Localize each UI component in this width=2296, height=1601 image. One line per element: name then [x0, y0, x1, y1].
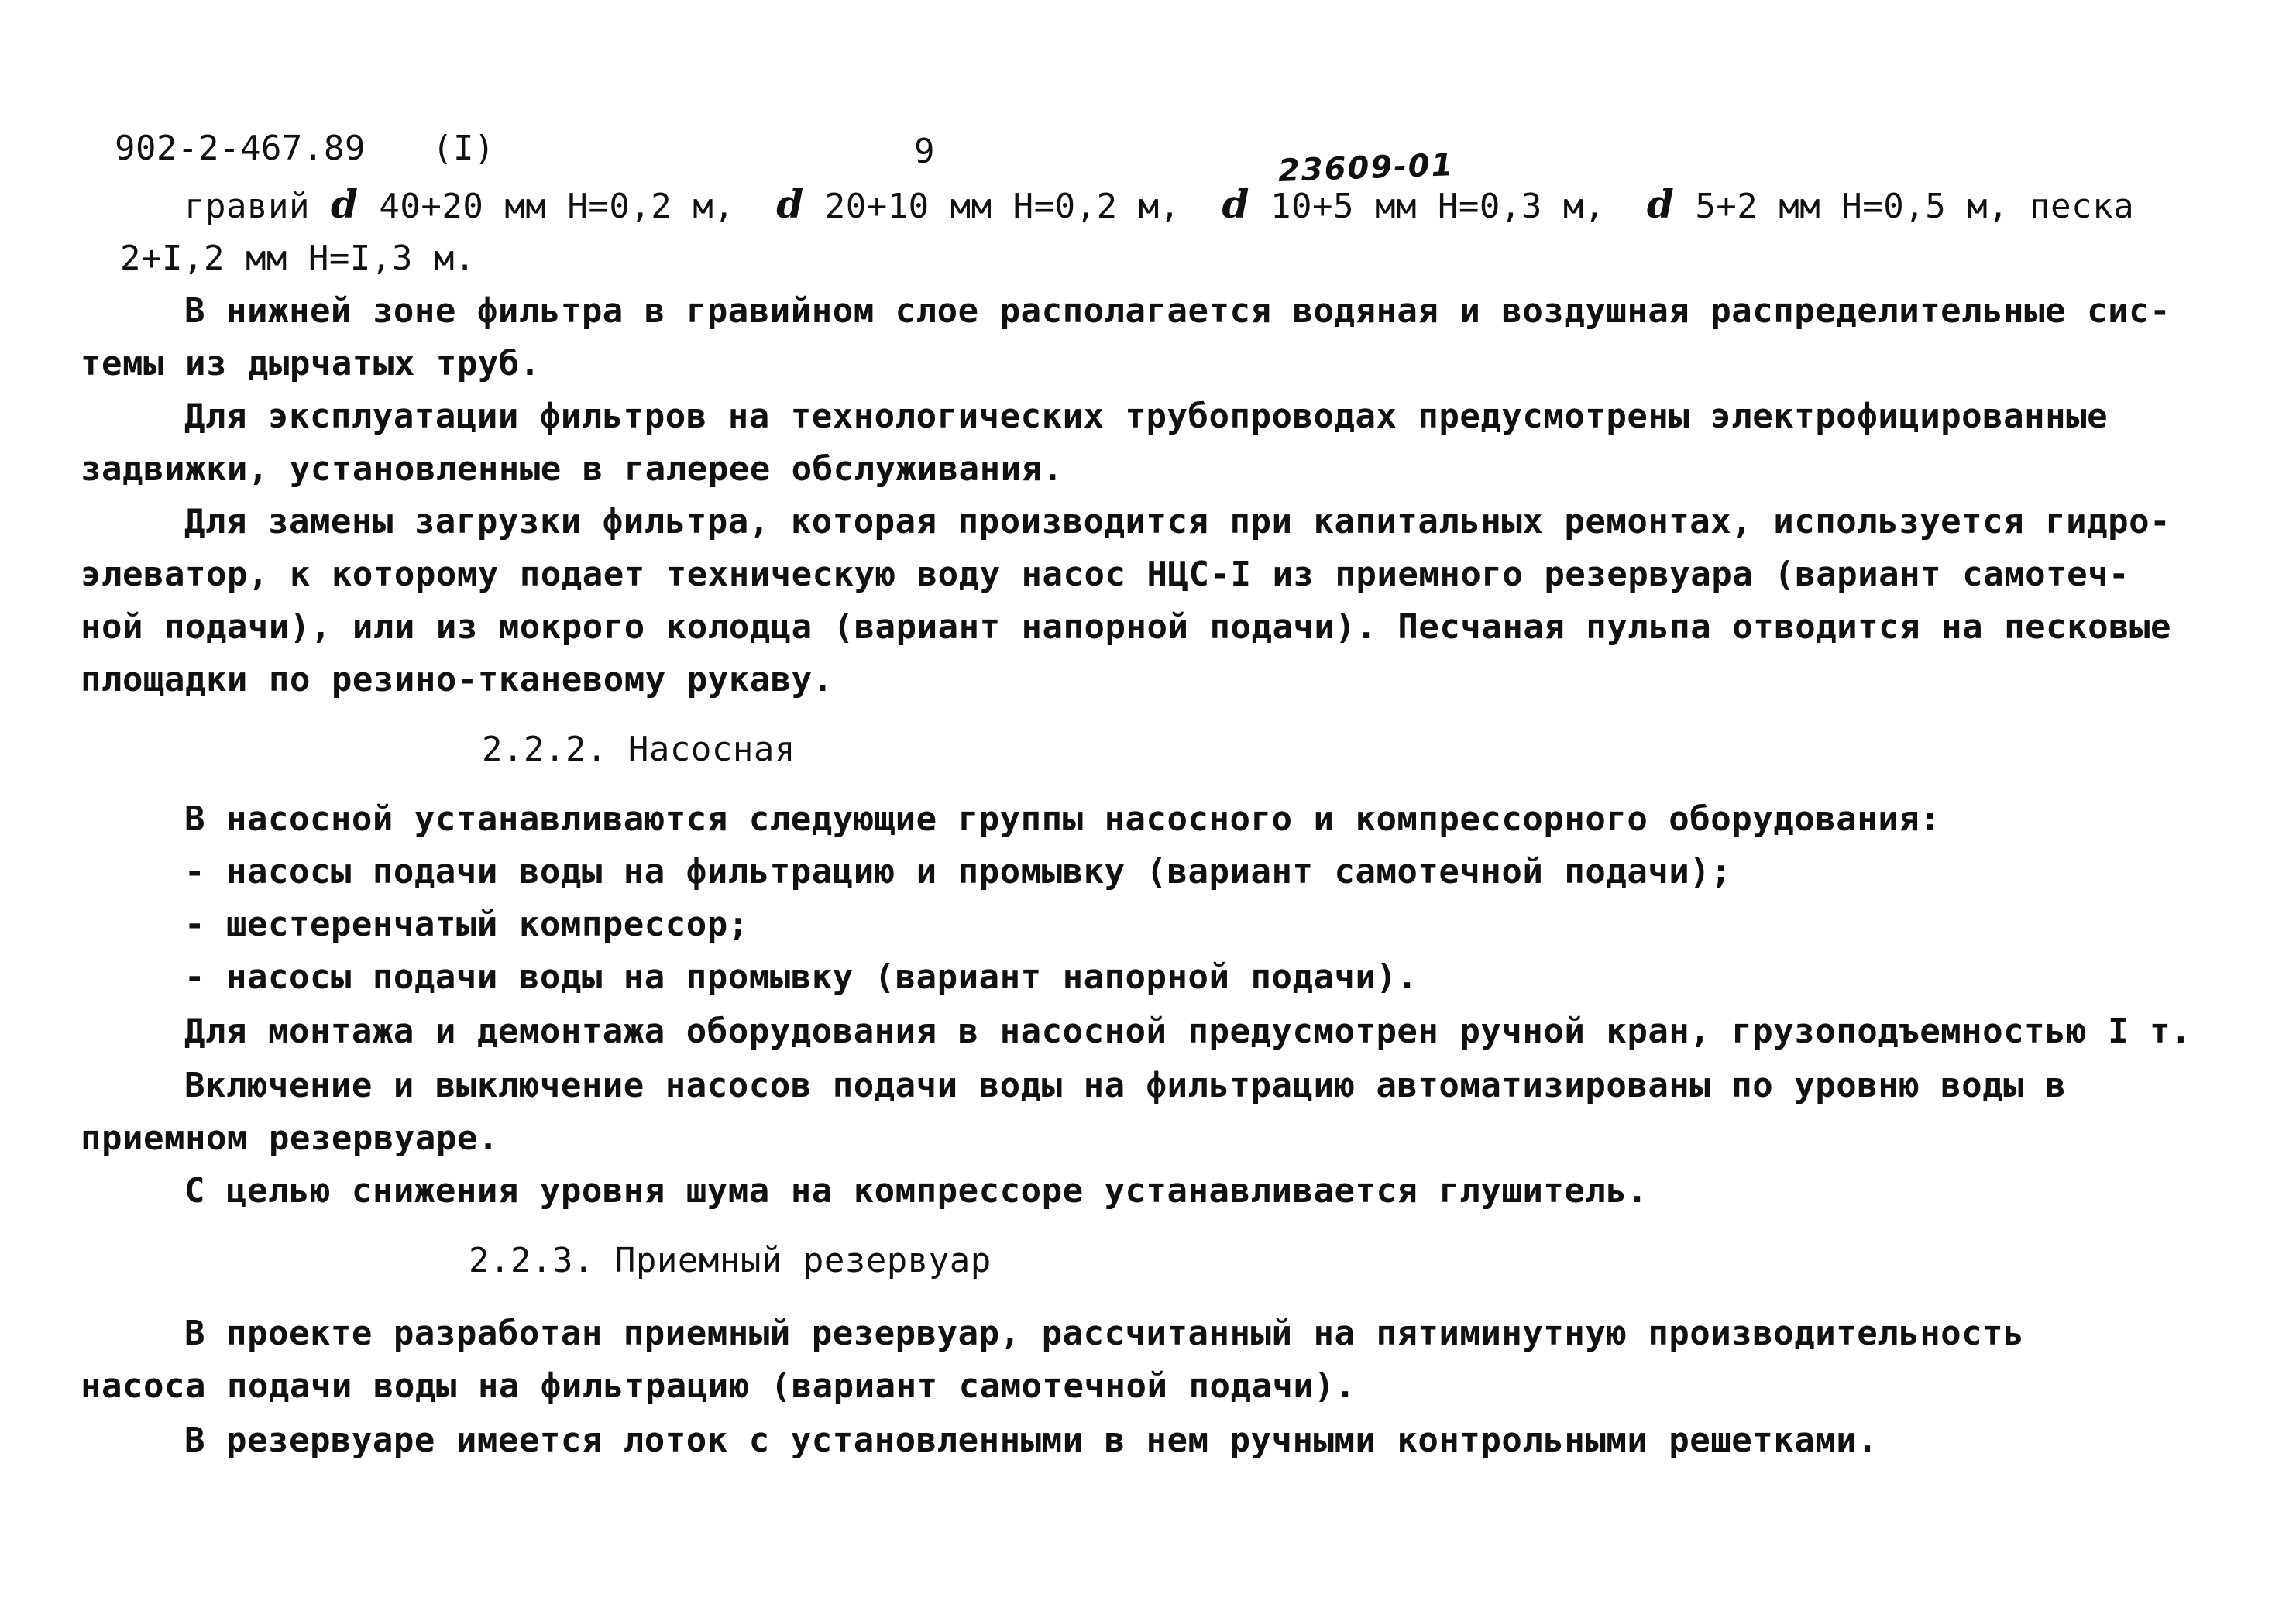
handwritten-code: 23609-01 — [1277, 147, 1456, 189]
section-222-line3: - шестеренчатый компрессор; — [184, 905, 749, 944]
gravel-layer-3: 10+5 мм H=0,3 м, — [1270, 187, 1605, 226]
section-222-line1: В насосной устанавливаются следующие группы насосного и компрессорного оборудования: — [184, 799, 1941, 839]
section-222-line6: Включение и выключение насосов подачи воды на фильтрацию автоматизированы по уровню воды в — [184, 1066, 2067, 1105]
para1-line1: В нижней зоне фильтра в гравийном слое располагается водяная и воздушная распределительные сис- — [184, 291, 2171, 331]
para3-line3: ной подачи), или из мокрого колодца (вариант напорной подачи). Песчаная пульпа отводится на песковые — [81, 607, 2172, 647]
para3-line4: площадки по резино-тканевому рукаву. — [81, 660, 834, 699]
doc-edition: (I) — [432, 129, 495, 168]
gravel-layer-4: 5+2 мм H=0,5 м, песка — [1695, 187, 2135, 226]
diameter-symbol-1: d — [330, 181, 359, 227]
section-222-line8: С целью снижения уровня шума на компрессоре устанавливается глушитель. — [184, 1171, 1648, 1211]
doc-code: 902-2-467.89 — [115, 129, 366, 168]
section-222-line4: - насосы подачи воды на промывку (вариант напорной подачи). — [184, 957, 1418, 997]
section-223-line2: насоса подачи воды на фильтрацию (вариант самотечной подачи). — [81, 1366, 1356, 1406]
diameter-symbol-3: d — [1222, 181, 1250, 227]
diameter-symbol-4: d — [1646, 181, 1675, 227]
section-222-title: 2.2.2. Насосная — [482, 730, 796, 769]
gravel-line — [184, 183, 2134, 228]
section-222-line7: приемном резервуаре. — [81, 1118, 499, 1158]
section-223-line3: В резервуаре имеется лоток с установленными в нем ручными контрольными решетками. — [184, 1421, 1878, 1460]
para2-line2: задвижки, установленные в галерее обслуживания. — [81, 449, 1064, 489]
diameter-symbol-2: d — [776, 181, 804, 227]
gravel-intro: гравий — [184, 187, 310, 226]
section-222-line2: - насосы подачи воды на фильтрацию и промывку (вариант самотечной подачи); — [184, 852, 1732, 892]
para3-line2: элеватор, к которому подает техническую воду насос НЦС-I из приемного резервуара (вариант самотеч- — [81, 555, 2130, 594]
gravel-line-cont: 2+I,2 мм H=I,3 м. — [120, 239, 476, 278]
page-number: 9 — [914, 132, 935, 171]
section-222-line5: Для монтажа и демонтажа оборудования в насосной предусмотрен ручной кран, грузоподъемностью I т. — [184, 1012, 2192, 1051]
para3-line1: Для замены загрузки фильтра, которая производится при капитальных ремонтах, используется гидро- — [184, 502, 2171, 541]
para1-line2: темы из дырчатых труб. — [81, 344, 541, 383]
gravel-layer-2: 20+10 мм H=0,2 м, — [824, 187, 1181, 226]
gravel-layer-1: 40+20 мм H=0,2 м, — [379, 187, 735, 226]
section-223-title: 2.2.3. Приемный резервуар — [469, 1241, 992, 1280]
section-223-line1: В проекте разработан приемный резервуар, рассчитанный на пятиминутную производительность — [184, 1314, 2025, 1353]
para2-line1: Для эксплуатации фильтров на технологических трубопроводах предусмотрены электрофицированные — [184, 397, 2109, 436]
